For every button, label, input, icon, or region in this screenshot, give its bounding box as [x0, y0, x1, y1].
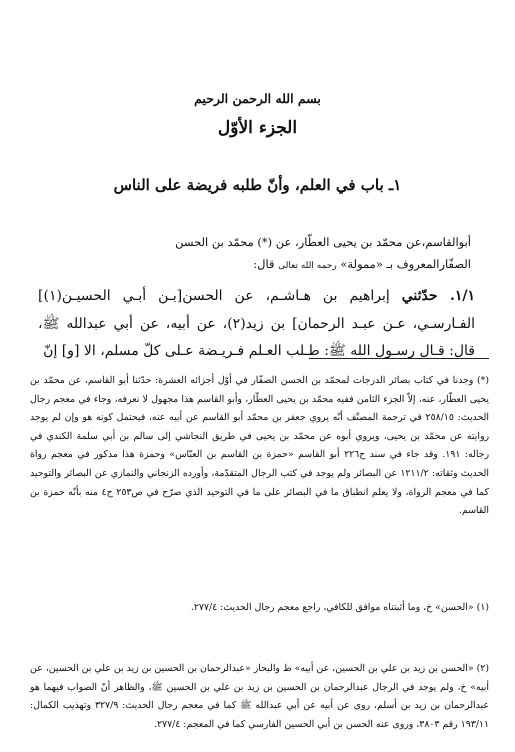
- isnad-chain: [38, 231, 471, 277]
- chain-honorific: رحمه الله تعالى: [278, 261, 337, 271]
- footnote-text: وجدنا في كتاب بصائر الدرجات لمحمّد بن الحسن الصفّار في أوّل أجزائه العشرة: حدّثنا أبو القاسم، عن محمّد بن يحيى العطّار، عنه، إلاّ الجزء الثامن ففيه محمّد بن يحيى العطّار، وأبو القاسم هذا مجهول لا نعرفه، وجاء في معجم رجال الحديث: ٢٥٨/١٥ في ترجمة المصنّف أنّه يروي جعفر بن محمّد أبو القاسم عن أبيه عنه، فيحتمل كونه هو وإن لم يوجد روايته عن محمّد بن يحيى، ويروي أبوه عن محمّد بن يحيى في طريق النجاشي إلى سالم بن أبي سلمة الكندي في رجاله: ١٩١. وقد جاء في سند ح٢٢٦ أبو القاسم «حمزة بن القاسم بن العبّاس» وحمزة هذا مذكور في معجم رواة الحديث وثقاته: ١٢١١/٢ عن البصائر ولم يوجد في كتب الرجال المتقدّمة، وأورده الزنجاني والنمازي عن البصائر والتوحيد كما في معجم الرواة، ولا يعلم انطباق ما في البصائر على ما في التوحيد الذي صرّح في ص٢٥٣ ح٤ منه بأنّه حمزة بن القاسم.: [30, 375, 490, 517]
- footnote: [30, 372, 489, 521]
- footnote-marker: (*): [476, 375, 489, 386]
- chapter-title: ١ـ باب في العلم، وأنّ طلبه فريضة على الناس: [113, 176, 402, 194]
- footnote-text: «الحسن بن زيد بن علي بن الحسين، عن أبيه» ط والبحار «عبدالرحمان بن الحسين بن زيد بن علي بن الحسين، عن أبيه» خ، ولم يوجد في الرجال عبدالرحمان بن الحسين بن زيد بن علي بن الحسين ﷺ، والظاهر أنّ الصواب فيهما هو عبدالرحمان بن زيد بن أسلم، روى عن أبيه عن أبي عبدالله ﷺ كما في معجم رجال الحديث: ٣٢٧/٩ وتهذيب الكمال: ١٩٣/١١ رقم ٣٨٠٣، وروى عنه الحسن بن أبي الحسين الفارسي كما في المعجم: ٢٧٧/٤.: [30, 663, 490, 730]
- footnote: [30, 660, 489, 734]
- basmala: بسم الله الرحمن الرحيم: [194, 91, 321, 106]
- footnote-marker: (١): [476, 602, 489, 613]
- hadith-number: ١/١. حدّثني: [401, 288, 475, 304]
- chain-line-2: [38, 253, 471, 277]
- footnote: [30, 599, 489, 618]
- part-title: الجزء الأوّل: [217, 118, 298, 138]
- footnote-text: «الحسن» خ، وما أثبتناه موافق للكافي، راجع معجم رجال الحديث: ٢٧٧/٤.: [190, 602, 477, 613]
- hadith-text: [38, 283, 475, 366]
- chain-line-2-main: الصفّارالمعروف بـ «ممولة»: [336, 257, 471, 271]
- footnote-divider: [309, 358, 489, 359]
- chain-line-2-end: قال:: [253, 257, 279, 271]
- hadith-body: إبراهيم بن هـاشـم، عن الحسن[بـن أبـي الحسيـن(١)] الفـارسـي، عـن عبـد الرحمان] بن زيد(٢)، عن أبيه، عن أبي عبدالله ﷺ، قال: قـال رسـول الله ﷺ: طـلب العـلم فـريـضة عـلى كلّ مسلم، الا [و] إنّ: [38, 288, 475, 359]
- footnote-marker: (٢): [476, 663, 489, 674]
- chain-line-1: أبوالقاسم،عن محمّد بن يحيى العطّار، عن (*) محمّد بن الحسن: [175, 235, 471, 249]
